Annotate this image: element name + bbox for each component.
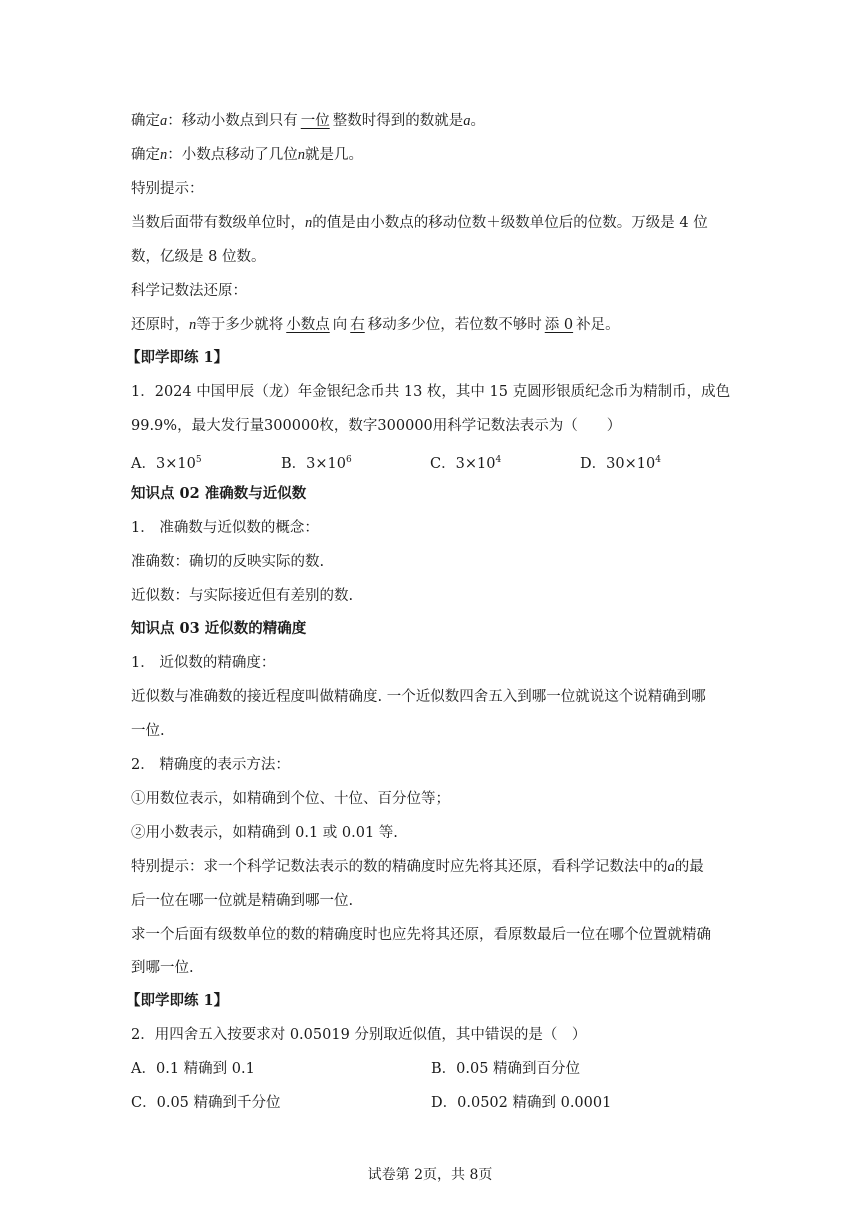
kp3-line-7: 特别提示：求一个科学记数法表示的数的精确度时应先将其还原，看科学记数法中的a的最 xyxy=(131,859,704,875)
define-n-line: 确定n：小数点移动了几位n就是几。 xyxy=(131,147,363,163)
kp3-line-8: 后一位在哪一位就是精确到哪一位. xyxy=(131,893,354,909)
option-d[interactable]: D．0.0502 精确到 0.0001 xyxy=(431,1095,612,1111)
option-a[interactable]: A．0.1 精确到 0.1 xyxy=(131,1061,255,1077)
option-b[interactable]: B．0.05 精确到百分位 xyxy=(431,1061,581,1077)
blank-answer: 右 xyxy=(350,317,365,333)
option-b[interactable]: B．$3\times 10^6$ xyxy=(281,455,352,472)
kp2-line-2: 准确数：确切的反映实际的数. xyxy=(131,554,325,570)
question-2: 2．用四舍五入按要求对 0.05019 分别取近似值，其中错误的是（ ） xyxy=(131,1027,587,1043)
question-1-line-2: 99.9%，最大发行量300000枚，数字300000用科学记数法表示为（ ） xyxy=(131,418,622,434)
option-d[interactable]: D．$30\times 10^4$ xyxy=(580,455,661,472)
practice-heading: 【即学即练 1】 xyxy=(126,349,229,366)
question-1-line-1: 1．2024 中国甲辰（龙）年金银纪念币共 13 枚，其中 15 克圆形银质纪念币为精制币，成色 xyxy=(131,384,731,400)
option-c[interactable]: C．0.05 精确到千分位 xyxy=(131,1095,281,1111)
kp3-line-6: ②用小数表示，如精确到 0.1 或 0.01 等. xyxy=(131,825,398,841)
kp3-line-9: 求一个后面有级数单位的数的精确度时也应先将其还原，看原数最后一位在哪个位置就精确 xyxy=(131,927,711,943)
kp3-line-4: 2． 精确度的表示方法： xyxy=(131,757,290,773)
tip-line-2: 数，亿级是 8 位数。 xyxy=(131,249,266,265)
kp3-line-10: 到哪一位. xyxy=(131,960,194,976)
option-c[interactable]: C．$3\times 10^4$ xyxy=(430,455,502,472)
kp3-line-3: 一位. xyxy=(131,723,165,739)
tip-title: 特别提示： xyxy=(131,181,204,197)
kp3-line-2: 近似数与准确数的接近程度叫做精确度. 一个近似数四舍五入到哪一位就说这个说精确到哪 xyxy=(131,689,706,705)
blank-answer: 小数点 xyxy=(286,317,330,333)
page-footer: 试卷第 2页，共 8页 xyxy=(367,1167,493,1183)
blank-answer: 添 0 xyxy=(544,317,574,333)
define-a-line: 确定a：移动小数点到只有 一位 整数时得到的数就是a。 xyxy=(131,113,485,129)
restore-title: 科学记数法还原： xyxy=(131,283,247,299)
kp3-line-1: 1． 近似数的精确度： xyxy=(131,655,276,671)
kp2-line-1: 1． 准确数与近似数的概念： xyxy=(131,520,319,536)
practice-heading-2: 【即学即练 1】 xyxy=(126,992,229,1009)
kp2-heading: 知识点 02 准确数与近似数 xyxy=(131,485,307,502)
option-a[interactable]: A．$3\times 10^5$ xyxy=(131,455,202,472)
kp2-line-3: 近似数：与实际接近但有差别的数. xyxy=(131,588,354,604)
blank-answer: 一位 xyxy=(300,113,330,129)
kp3-heading: 知识点 03 近似数的精确度 xyxy=(131,620,307,637)
tip-line-1: 当数后面带有数级单位时，n的值是由小数点的移动位数＋级数单位后的位数。万级是 4 位 xyxy=(131,215,708,231)
restore-line: 还原时，n等于多少就将 小数点 向 右 移动多少位，若位数不够时 添 0 补足。 xyxy=(131,317,620,333)
kp3-line-5: ①用数位表示，如精确到个位、十位、百分位等； xyxy=(131,791,450,807)
